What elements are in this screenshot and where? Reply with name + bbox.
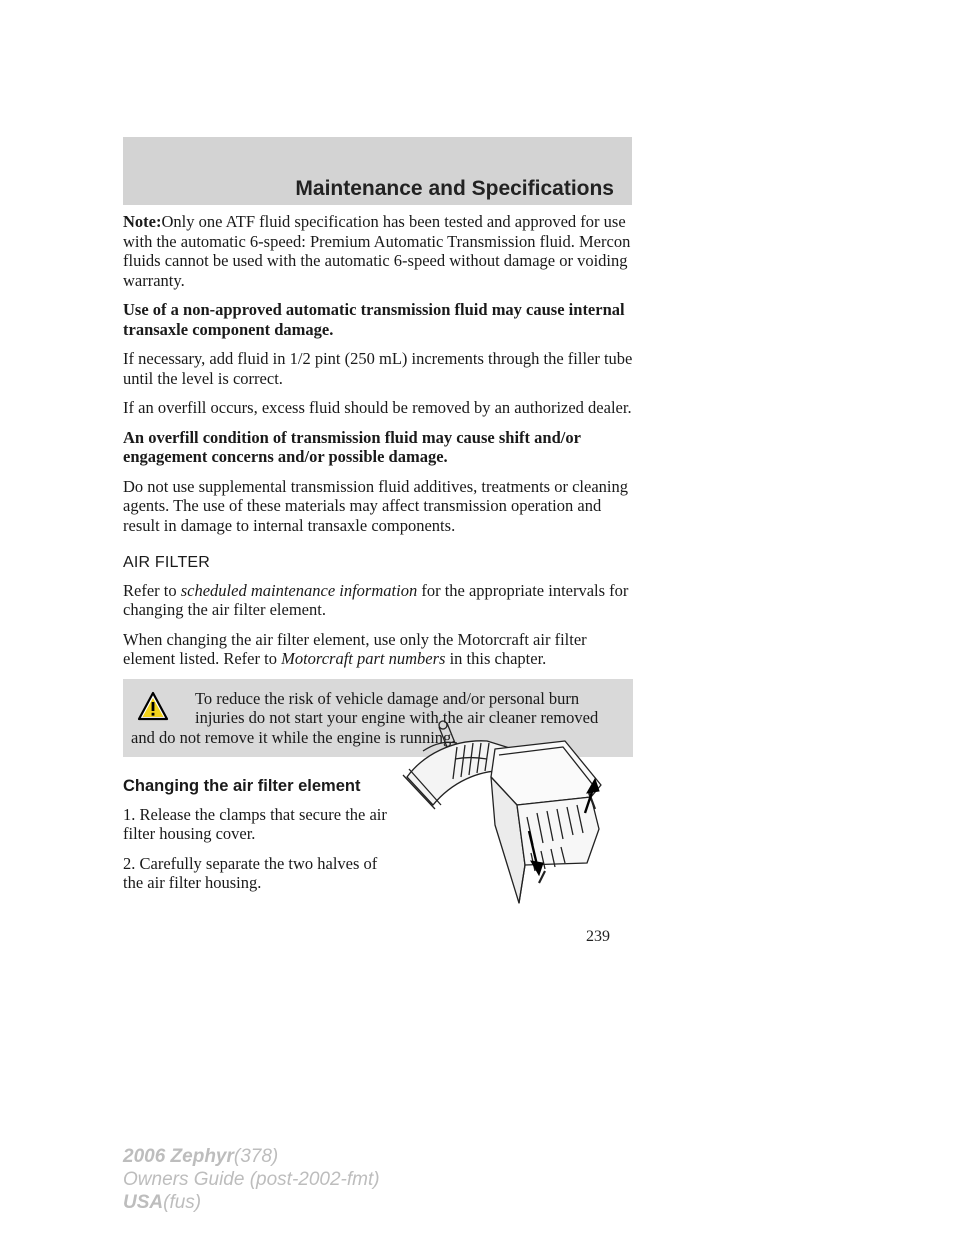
changing-filter-heading: Changing the air filter element	[123, 777, 361, 795]
steps-list	[123, 805, 393, 893]
footer-line3	[123, 1191, 380, 1214]
motorcraft-part-numbers-reference: Motorcraft part numbers	[281, 649, 446, 668]
document-footer	[123, 1145, 380, 1214]
warning-text-line1: To reduce the risk of vehicle damage and/or personal burn injuries do not start your engine with the air cleaner removed	[195, 688, 599, 727]
text-run: for the appropriate intervals for changing the air filter element.	[123, 580, 629, 619]
footer-market-code: (fus)	[163, 1192, 202, 1213]
note-text: Only one ATF fluid specification has been tested and approved for use with the automatic 6-speed: Premium Automatic Transmission fluid. Mercon fluids cannot be used with the automatic 6-speed without damage or voiding warranty.	[123, 212, 631, 290]
text-run: in this chapter.	[445, 649, 547, 668]
footer-model-code: (378)	[233, 1146, 279, 1167]
note-paragraph	[123, 212, 633, 290]
page-number: 239	[586, 928, 610, 945]
atf-warning-paragraph: Use of a non-approved automatic transmission fluid may cause internal transaxle component damage.	[123, 300, 625, 339]
warning-text-line2: and do not remove it while the engine is running.	[131, 727, 456, 747]
air-filter-housing-illustration	[395, 713, 617, 905]
overfill-warning-paragraph: An overfill condition of transmission fluid may cause shift and/or engagement concerns and/or possible damage.	[123, 427, 581, 466]
footer-line2: Owners Guide (post-2002-fmt)	[123, 1169, 380, 1190]
motorcraft-filter-paragraph	[123, 630, 633, 669]
footer-line1	[123, 1145, 380, 1168]
footer-market: USA	[123, 1192, 164, 1213]
warning-triangle-icon	[137, 691, 169, 721]
additives-paragraph: Do not use supplemental transmission fluid additives, treatments or cleaning agents. The use of these materials may affect transmission operation and result in damage to internal transaxle components.	[123, 476, 628, 535]
text-run: Refer to	[123, 580, 181, 600]
overfill-paragraph: If an overfill occurs, excess fluid should be removed by an authorized dealer.	[123, 398, 632, 417]
note-label: Note:	[123, 212, 162, 231]
section-title: Maintenance and Specifications	[295, 177, 614, 200]
air-filter-heading: AIR FILTER	[123, 554, 211, 571]
step-1: 1. Release the clamps that secure the air filter housing cover.	[123, 804, 387, 843]
text-run: When changing the air filter element, use only the Motorcraft air filter element listed. Refer to	[123, 629, 587, 668]
footer-model: 2006 Zephyr	[123, 1146, 234, 1167]
air-filter-intervals-paragraph	[123, 581, 633, 620]
scheduled-maintenance-reference: scheduled maintenance information	[180, 580, 418, 600]
step-2: 2. Carefully separate the two halves of the air filter housing.	[123, 853, 378, 892]
section-header-band	[123, 137, 632, 205]
add-fluid-paragraph: If necessary, add fluid in 1/2 pint (250 mL) increments through the filler tube until the level is correct.	[123, 349, 633, 388]
